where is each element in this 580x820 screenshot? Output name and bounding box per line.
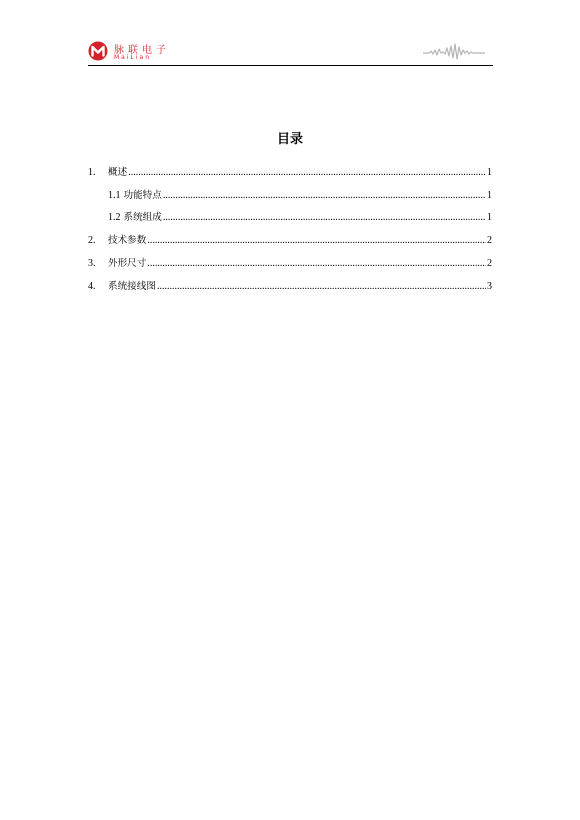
toc-entry-wiring-diagram[interactable] [88, 271, 492, 294]
toc-entry-page: 3 [487, 280, 492, 292]
toc-entry-page: 2 [487, 235, 492, 247]
toc-entry-label: 技术参数 [108, 235, 147, 247]
toc-entry-number: 1.1 [108, 189, 121, 201]
toc-entry-system-composition[interactable] [88, 203, 492, 226]
toc-entry-page: 1 [487, 189, 492, 201]
toc-entry-label: 功能特点 [123, 189, 162, 201]
brand-name-cn: 脉联电子 [114, 45, 170, 56]
toc-leader-dots [128, 166, 486, 180]
toc-entry-features[interactable] [88, 180, 492, 203]
toc-leader-dots [157, 280, 486, 294]
toc-leader-dots [147, 257, 486, 271]
pulse-wave-icon [423, 40, 485, 62]
mailian-logo-icon [88, 41, 108, 61]
toc-entry-number: 1.2 [108, 212, 121, 224]
toc-entry-label: 外形尺寸 [108, 257, 147, 269]
toc-entry-overview[interactable] [88, 157, 492, 180]
toc-entry-label: 系统接线图 [108, 280, 156, 292]
toc-leader-dots [163, 211, 486, 225]
toc-title: 目录 [276, 132, 303, 147]
toc-entry-number: 1. [88, 166, 96, 178]
toc-entry-number: 2. [88, 235, 96, 247]
toc-entry-label: 系统组成 [123, 212, 162, 224]
toc-entry-label: 概述 [108, 166, 128, 178]
toc-entry-dimensions[interactable] [88, 248, 492, 271]
toc-leader-dots [163, 189, 486, 203]
toc-entry-page: 1 [487, 212, 492, 224]
toc-entry-number: 3. [88, 257, 96, 269]
brand-name-en: MaiLian [114, 54, 152, 61]
toc-entry-technical-parameters[interactable] [88, 225, 492, 248]
toc-leader-dots [147, 234, 486, 248]
page-header [88, 38, 493, 66]
toc-entry-page: 2 [487, 257, 492, 269]
table-of-contents [88, 157, 492, 294]
toc-entry-page: 1 [487, 166, 492, 178]
toc-entry-number: 4. [88, 280, 96, 292]
